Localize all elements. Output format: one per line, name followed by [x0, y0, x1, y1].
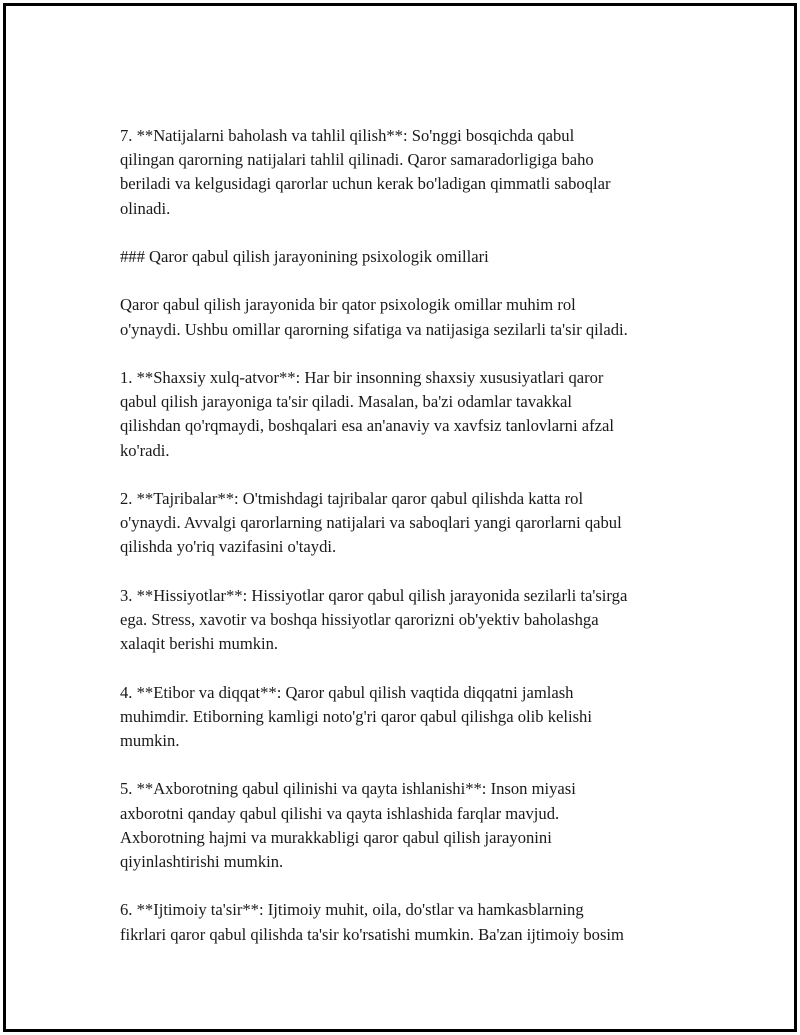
list-item-2: 2. **Tajribalar**: O'tmishdagi tajribalar qaror qabul qilishda katta rol o'ynaydi. Avvalgi qarorlarning natijalari va saboqlari yangi qarorlarni qabul qilishda yo'riq vazifasini o'taydi. — [120, 488, 622, 557]
list-item-5: 5. **Axborotning qabul qilinishi va qayta ishlanishi**: Inson miyasi axborotni qanday qabul qilishi va qayta ishlashida farqlar mavjud. Axborotning hajmi va murakkabligi qaror qabul qilish jarayonini qiyinlashtirishi mumkin. — [120, 779, 576, 871]
list-item-6: 6. **Ijtimoiy ta'sir**: Ijtimoiy muhit, oila, do'stlar va hamkasblarning fikrlari qaror qabul qilishda ta'sir ko'rsatishi mumkin. Ba'zan ijtimoiy bosim — [120, 900, 624, 944]
document-body — [120, 124, 700, 971]
list-item-1: 1. **Shaxsiy xulq-atvor**: Har bir insonning shaxsiy xususiyatlari qaror qabul qilish jarayoniga ta'sir qiladi. Masalan, ba'zi odamlar tavakkal qilishdan qo'rqmaydi, boshqalari esa an'anaviy va xavfsiz tanlovlarni afzal ko'radi. — [120, 367, 614, 460]
paragraph-intro: Qaror qabul qilish jarayonida bir qator psixologik omillar muhim rol o'ynaydi. Ushbu omillar qarorning sifatiga va natijasiga sezilarli ta'sir qiladi. — [120, 295, 628, 339]
list-item-3: 3. **Hissiyotlar**: Hissiyotlar qaror qabul qilish jarayonida sezilarli ta'sirga ega. Stress, xavotir va boshqa hissiyotlar qarorizni ob'yektiv baholashga xalaqit berishi mumkin. — [120, 585, 628, 654]
paragraph-step-7: 7. **Natijalarni baholash va tahlil qilish**: So'nggi bosqichda qabul qilingan qarorning natijalari tahlil qilinadi. Qaror samaradorligiga baho beriladi va kelgusidagi qarorlar uchun kerak bo'ladigan qimmatli saboqlar olinadi. — [120, 126, 611, 218]
list-item-4: 4. **Etibor va diqqat**: Qaror qabul qilish vaqtida diqqatni jamlash muhimdir. Etiborning kamligi noto'g'ri qaror qabul qilishga olib kelishi mumkin. — [120, 682, 592, 750]
page-frame — [3, 3, 797, 1032]
section-heading: ### Qaror qabul qilish jarayonining psixologik omillari — [120, 247, 489, 266]
